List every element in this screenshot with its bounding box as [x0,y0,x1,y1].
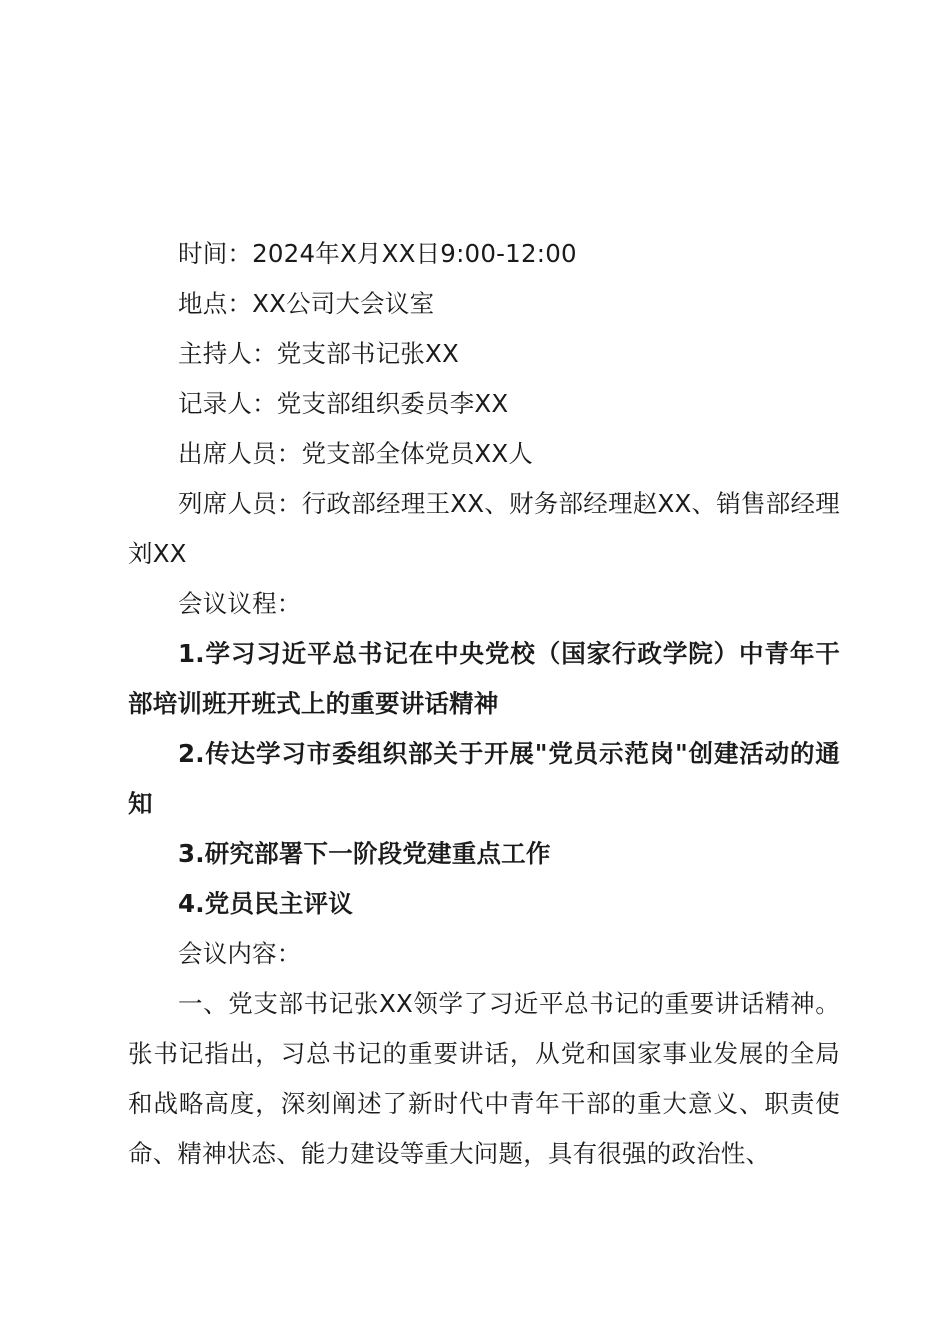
agenda-item: 3.研究部署下一阶段党建重点工作 [178,839,551,868]
meeting-location: 地点：XX公司大会议室 [178,289,435,318]
document-body [128,229,840,1179]
content-paragraph: 一、党支部书记张XX领学了习近平总书记的重要讲话精神。张书记指出，习总书记的重要讲话，从党和国家事业发展的全局和战略高度，深刻阐述了新时代中青年干部的重大意义、职责使命、精神状态、能力建设等重大问题，具有很强的政治性、 [128,989,840,1168]
meeting-host: 主持人：党支部书记张XX [178,339,459,368]
agenda-item: 1.学习习近平总书记在中央党校（国家行政学院）中青年干部培训班开班式上的重要讲话精神 [128,639,840,718]
meeting-attendees: 出席人员：党支部全体党员XX人 [178,439,534,468]
meeting-time: 时间：2024年X月XX日9:00-12:00 [178,239,577,268]
meeting-recorder: 记录人：党支部组织委员李XX [178,389,509,418]
agenda-heading: 会议议程： [178,589,302,618]
content-heading: 会议内容： [178,939,302,968]
meeting-observers: 列席人员：行政部经理王XX、财务部经理赵XX、销售部经理刘XX [128,489,840,568]
agenda-item: 4.党员民主评议 [178,889,353,918]
agenda-item: 2.传达学习市委组织部关于开展"党员示范岗"创建活动的通知 [128,739,840,818]
